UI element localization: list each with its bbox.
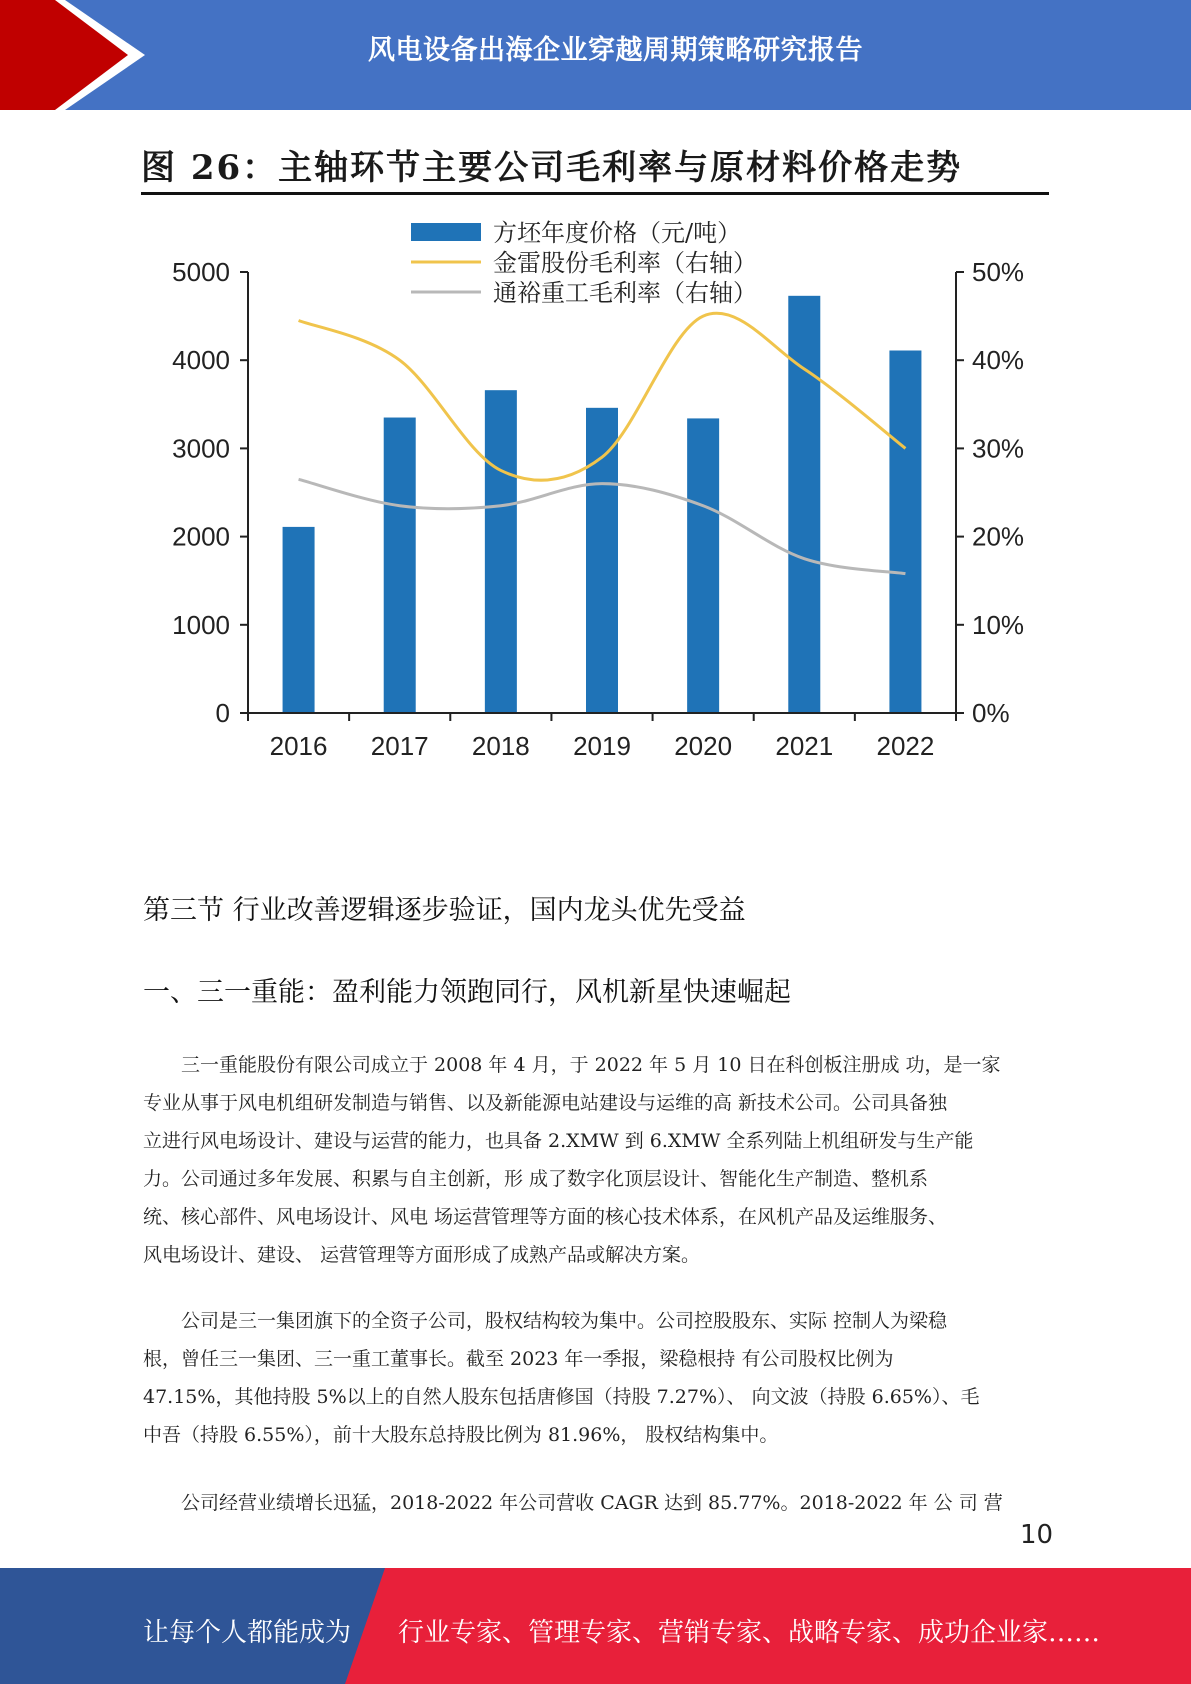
y-left-tick-label: 2000 (172, 521, 230, 552)
y-right-tick-label: 10% (972, 609, 1025, 640)
figure-title-rule (141, 192, 1049, 195)
y-left-tick-label: 3000 (172, 433, 230, 464)
y-right-tick-label: 20% (972, 521, 1025, 552)
y-left-tick-label: 1000 (172, 609, 230, 640)
paragraph-line: 根，曾任三一集团、三一重工董事长。截至 2023 年一季报，梁稳根持 有公司股权比例为 (143, 1348, 894, 1370)
legend-swatch-bar (411, 223, 481, 241)
y-left-tick-label: 4000 (172, 345, 230, 376)
chart-bar (788, 296, 820, 713)
page-number: 10 (1020, 1520, 1054, 1550)
footer-slogan-right: 行业专家、管理专家、营销专家、战略专家、成功企业家…… (398, 1618, 1101, 1648)
legend-label: 方坯年度价格（元/吨） (493, 219, 742, 247)
paragraph-1 (143, 1046, 1048, 1274)
x-tick-label: 2017 (370, 731, 429, 761)
x-tick-label: 2016 (269, 731, 328, 761)
chart-bar (586, 408, 618, 713)
paragraph-3 (143, 1484, 1048, 1522)
y-left-tick-label: 0 (215, 698, 230, 728)
x-tick-label: 2018 (471, 731, 530, 761)
footer-slogan-left: 让每个人都能成为 (143, 1618, 352, 1648)
y-left-tick-label: 5000 (172, 257, 230, 287)
figure-title: 图 26：主轴环节主要公司毛利率与原材料价格走势 (141, 148, 963, 188)
chart-bar (283, 527, 315, 713)
y-right-tick-label: 0% (972, 698, 1010, 728)
paragraph-line: 47.15%，其他持股 5%以上的自然人股东包括唐修国（持股 7.27%）、 向文波（持股 6.65%）、毛 (143, 1386, 980, 1408)
page-header (0, 0, 1191, 110)
x-tick-label: 2021 (775, 731, 834, 761)
section-title: 第三节 行业改善逻辑逐步验证，国内龙头优先受益 (143, 895, 746, 926)
x-tick-label: 2020 (674, 731, 733, 761)
paragraph-line: 公司经营业绩增长迅猛，2018-2022 年公司营收 CAGR 达到 85.77%。2018-2022 年 公 司 营 (143, 1492, 1003, 1514)
y-right-tick-label: 30% (972, 433, 1025, 464)
page-footer (0, 1568, 1191, 1684)
chart-bar (384, 418, 416, 713)
report-title: 风电设备出海企业穿越周期策略研究报告 (368, 35, 863, 66)
chart-bar (889, 350, 921, 713)
paragraph-line: 三一重能股份有限公司成立于 2008 年 4 月，于 2022 年 5 月 10 日在科创板注册成 功，是一家 (143, 1054, 1001, 1076)
paragraph-line: 专业从事于风电机组研发制造与销售、以及新能源电站建设与运维的高 新技术公司。公司具备独 (143, 1092, 948, 1114)
legend-label: 金雷股份毛利率（右轴） (493, 249, 757, 277)
paragraph-line: 统、核心部件、风电场设计、风电 场运营管理等方面的核心技术体系，在风机产品及运维服务、 (143, 1206, 948, 1228)
y-right-tick-label: 40% (972, 345, 1025, 376)
subsection-title: 一、三一重能：盈利能力领跑同行，风机新星快速崛起 (143, 977, 791, 1008)
y-right-tick-label: 50% (972, 257, 1025, 287)
paragraph-line: 立进行风电场设计、建设与运营的能力，也具备 2.XMW 到 6.XMW 全系列陆上机组研发与生产能 (143, 1130, 974, 1152)
paragraph-line: 公司是三一集团旗下的全资子公司，股权结构较为集中。公司控股股东、实际 控制人为梁稳 (143, 1310, 948, 1332)
paragraph-line: 力。公司通过多年发展、积累与自主创新，形 成了数字化顶层设计、智能化生产制造、整机系 (143, 1168, 929, 1190)
x-tick-label: 2019 (573, 731, 631, 761)
chart-bar (687, 418, 719, 713)
paragraph-line: 中吾（持股 6.55%），前十大股东总持股比例为 81.96%， 股权结构集中。 (143, 1424, 779, 1446)
x-tick-label: 2022 (876, 731, 935, 761)
chart (141, 200, 1051, 780)
chart-bar (485, 390, 517, 713)
paragraph-2 (143, 1302, 1048, 1454)
legend-label: 通裕重工毛利率（右轴） (493, 279, 757, 307)
paragraph-line: 风电场设计、建设、 运营管理等方面形成了成熟产品或解决方案。 (143, 1244, 701, 1266)
